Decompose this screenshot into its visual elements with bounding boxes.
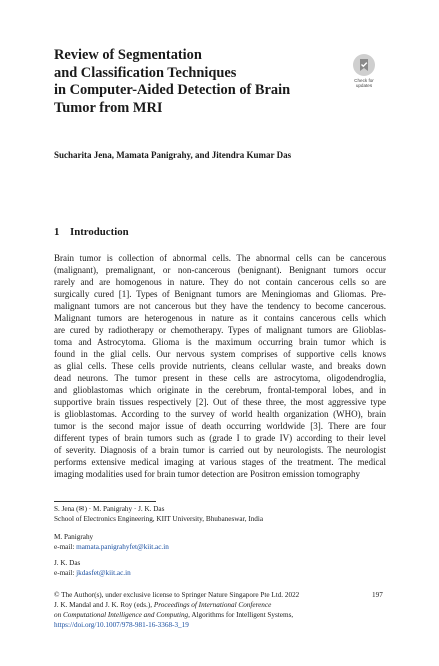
- section-title: Introduction: [70, 226, 129, 238]
- bookmark-check-icon: [353, 54, 375, 76]
- citation-line: [54, 601, 271, 611]
- affiliation-names: S. Jena (✉) · M. Panigrahy · J. K. Das: [54, 505, 165, 513]
- email-line: [54, 543, 169, 553]
- body-line: supportive brain tissues respectively [2]. Out of these three, the most aggressive type: [54, 397, 386, 407]
- author-list: Sucharita Jena, Mamata Panigrahy, and Jitendra Kumar Das: [54, 150, 292, 160]
- check-for-updates-badge[interactable]: [347, 54, 381, 90]
- body-line: toma and Astrocytoma. Glioma is the maximum occurring brain tumor which is: [54, 337, 386, 347]
- body-line: different types of brain tumors such as (grade I to grade IV) according to their level: [54, 433, 386, 443]
- doi-link[interactable]: https://doi.org/10.1007/978-981-16-3368-3_19: [54, 621, 189, 629]
- series-name: , Algorithms for Intelligent Systems,: [188, 611, 294, 619]
- email-label: e-mail:: [54, 569, 77, 577]
- body-line: rarely and are homogenous in nature. They do not contain cancerous cells so are: [54, 277, 386, 287]
- email-link[interactable]: mamata.panigrahyfet@kiit.ac.in: [76, 543, 169, 551]
- body-line: and glioblastomas which originate in the cerebrum, frontal-temporal lobes, and in: [54, 385, 386, 395]
- body-line: as glial cells. These cells provide nutrients, cleans cellular waste, and breaks down: [54, 361, 386, 371]
- badge-line: updates: [355, 83, 373, 89]
- body-line: dead neurons. The tumor present in these cells are astrocytoma, oligodendroglia,: [54, 373, 386, 383]
- badge-label: [347, 78, 381, 88]
- body-line: malignant tumors are not cancerous but they have the tendency to become cancerous.: [54, 301, 386, 311]
- title-line: Review of Segmentation: [54, 47, 202, 63]
- body-line: performs extensive medical imaging at various stages of the treatment. The medical: [54, 457, 386, 467]
- author-name: J. K. Das: [54, 559, 81, 567]
- body-text: [54, 252, 386, 480]
- conference-title: on Computational Intelligence and Computing: [54, 611, 189, 619]
- author-name: M. Panigrahy: [54, 533, 94, 541]
- email-label: e-mail:: [54, 543, 77, 551]
- badge-line: Check for: [354, 78, 374, 83]
- body-line: imaging modalities used for brain tumor detection are Positron emission tomography: [54, 469, 360, 479]
- body-line: surgically cured [1]. Types of Benignant tumors are Meningiomas and Gliomas. Pre-: [54, 289, 386, 299]
- body-line: tumor is the second major issue of death occurring worldwide [3]. There are four: [54, 421, 386, 431]
- footnote-divider: [54, 501, 156, 502]
- page-number: 197: [372, 591, 383, 599]
- body-line: (malignant), premalignant, or non-cancerous (benignant). Benignant tumors occur: [54, 265, 386, 275]
- body-line: Malignant tumors are heterogenous in nature as it contains cancerous cells which: [54, 313, 386, 323]
- affiliation-school: School of Electronics Engineering, KIIT University, Bhubaneswar, India: [54, 515, 264, 523]
- citation-editors: J. K. Mandal and J. K. Roy (eds.),: [54, 601, 154, 609]
- copyright-notice: © The Author(s), under exclusive license to Springer Nature Singapore Pte Ltd. 2022: [54, 591, 300, 599]
- title-line: and Classification Techniques: [54, 64, 237, 81]
- body-line: Brain tumor is collection of abnormal cells. The abnormal cells can be cancerous: [54, 253, 386, 263]
- title-line: in Computer-Aided Detection of Brain: [54, 82, 291, 98]
- title-line: Tumor from MRI: [54, 99, 163, 116]
- paper-title: [54, 47, 354, 117]
- body-line: is glioblastomas. According to the survey of world health organization (WHO), brain: [54, 409, 386, 419]
- proceedings-title: Proceedings of International Conference: [153, 601, 272, 609]
- body-line: found in the glial cells. Our nervous system comprises of supportive cells knows: [54, 349, 386, 359]
- email-link[interactable]: jkdasfet@kiit.ac.in: [76, 569, 131, 577]
- body-line: of severity. Diagnosis of a brain tumor is carried out by neurologists. The neurologist: [54, 445, 386, 455]
- citation-line: [54, 611, 293, 621]
- body-line: are cured by radiotherapy or chemotherapy. Types of malignant tumors are Glioblas-: [54, 325, 386, 335]
- section-heading: [54, 226, 129, 238]
- section-number: 1: [54, 226, 60, 238]
- email-line: [54, 569, 131, 579]
